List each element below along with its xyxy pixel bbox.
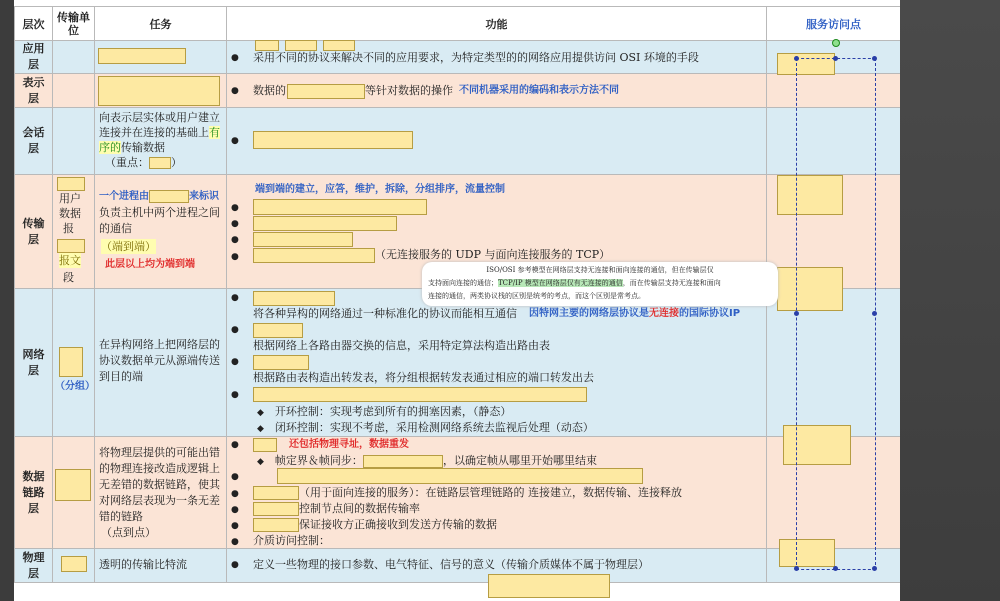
pres-function-a: 数据的: [253, 84, 286, 97]
app-function: 采用不同的协议来解决不同的应用要求，为特定类型的的网络应用提供访问 OSI 环境的手段: [253, 51, 699, 64]
rotate-handle[interactable]: [832, 39, 840, 47]
blank-box[interactable]: [253, 502, 299, 516]
blank-box[interactable]: [323, 40, 355, 51]
session-task-highlight2: 序的: [99, 141, 121, 154]
resize-handle[interactable]: [794, 566, 799, 571]
blank-box[interactable]: [253, 438, 277, 452]
net-unit: （分组）: [55, 381, 95, 392]
blank-box[interactable]: [253, 232, 353, 247]
col-header-function: 功能: [227, 7, 767, 41]
resize-handle[interactable]: [794, 56, 799, 61]
layer-transport: 传输层: [15, 175, 53, 289]
session-task-highlight: 有: [209, 126, 220, 139]
layer-physical: 物理层: [15, 549, 53, 583]
layer-session: 会话层: [15, 108, 53, 175]
layer-network: 网络层: [15, 289, 53, 437]
blank-box[interactable]: [253, 199, 427, 215]
resize-handle[interactable]: [872, 311, 877, 316]
blank-box[interactable]: [253, 486, 299, 500]
osi-table: 层次 传输单位 任务 功能 服务访问点 应用层 ● 采用不同的协议来解决不同的应用要求，为特定类型的的网络应用提供访问 OSI 环境的手段 表示层 ● 数据的 等针对数据的操作 不同机器采用的编码和表示方法不同 会话层 向表示层实体或用户建立 连接并在连接的基础上有 序的传输数据 （重点： ） ● 传输层 用户 数据 报 报文 段 一个进程由 来标识 负责主机中两个进程之间 的通信 （端到端） 此层以上均为端到端 端到端的建立，应答，维护，拆除，分组排序，流量控制 ● ● ● ● （无连接服务的 UDP 与面向连接服务的 TCP） 网络层 （分组） 在异构网络上把网络层的 协议数据单元从源端传送 到目的端 ● 将各种异构的网络通过一种标准化的协议而能相互通信 因特网主要的网络层协议是无连接的国际协议IP ● 根据网络上各路由器交换的信息，采用特定算法构造出路由表 ● 根据路由表构造出转发表，将分组根据转发表通过相应的端口转发出去 ● ◆ 开环控制：实现考虑到所有的拥塞因素，（静态） ◆ 闭环控制：实现不考虑，采用检测网络系统去监视后处理（动态） 数据链路层 将物理层提供的可能出错 的物理连接改造成逻辑上 无差错的数据链路，使其 对网络层表现为一条无差 错的链路 （点到点） ● 还包括物理寻址，数据重发 ◆ 帧定界＆帧同步： ，以确定帧从哪里开始哪里结束 ● ● （用于面向连接的服务）：在链路层管理链路的 连接建立，数据传输、连接释放 ● 控制节点间的数据传输率 ● 保证接收方正确接收到发送方传输的数据 ● 介质访问控制： 物理层 透明的传输比特流 ● 定义一些物理的接口参数、电气特征、信号的意义（传输介质媒体不属于物理层）: [14, 6, 900, 583]
phy-task: 透明的传输比特流: [99, 558, 187, 571]
blank-box[interactable]: [57, 177, 85, 191]
selection-frame[interactable]: [796, 58, 876, 570]
phy-function: 定义一些物理的接口参数、电气特征、信号的意义（传输介质媒体不属于物理层）: [253, 558, 649, 571]
blank-box[interactable]: [55, 469, 91, 501]
session-task-line3: 传输数据: [121, 141, 165, 154]
window-frame-left: [0, 0, 14, 601]
session-task-line2: 连接并在连接的基础上: [99, 126, 209, 139]
blank-box[interactable]: [253, 355, 309, 370]
layer-datalink: 数据链路层: [15, 437, 53, 549]
blank-box[interactable]: [98, 76, 220, 106]
resize-handle[interactable]: [872, 56, 877, 61]
blank-box[interactable]: [277, 468, 643, 484]
blank-box[interactable]: [253, 518, 299, 532]
session-task-key: （重点：: [105, 156, 149, 169]
blank-box[interactable]: [253, 291, 335, 306]
layer-presentation: 表示层: [15, 74, 53, 108]
col-header-task: 任务: [95, 7, 227, 41]
pres-note: 不同机器采用的编码和表示方法不同: [459, 85, 619, 96]
blank-box[interactable]: [363, 455, 443, 468]
window-frame-right: [900, 0, 1000, 601]
blank-box[interactable]: [255, 40, 279, 51]
col-header-unit: 传输单位: [53, 7, 95, 41]
blank-box[interactable]: [285, 40, 317, 51]
exam-note-bubble: ISO/OSI 参考模型在网络层支持无连接和面向连接的通信，但在传输层仅 支持面向连接的通信；TCP/IP 模型在网络层仅有无连接的通信，而在传输层支持无连接和面向 连接的通信，两类协议栈的区别是统考的考点，而这个区别是常考点。: [422, 262, 778, 306]
trans-func-note: （无连接服务的 UDP 与面向连接服务的 TCP）: [375, 248, 611, 261]
blank-box[interactable]: [253, 323, 303, 338]
document-page: [14, 0, 900, 601]
blank-box[interactable]: [488, 574, 610, 598]
resize-handle[interactable]: [833, 56, 838, 61]
pres-function-b: 等针对数据的操作: [365, 84, 453, 97]
blank-box[interactable]: [287, 84, 365, 99]
col-header-layer: 层次: [15, 7, 53, 41]
blank-box[interactable]: [98, 48, 186, 64]
resize-handle[interactable]: [872, 566, 877, 571]
session-task-line1: 向表示层实体或用户建立: [99, 111, 220, 124]
blank-box[interactable]: [57, 239, 85, 253]
col-header-sap: 服务访问点: [767, 7, 901, 41]
blank-box[interactable]: [253, 387, 587, 402]
blank-box[interactable]: [253, 248, 375, 263]
blank-box[interactable]: [59, 347, 83, 377]
blank-box[interactable]: [253, 216, 397, 231]
layer-application: 应用层: [15, 41, 53, 74]
blank-box[interactable]: [61, 556, 87, 572]
trans-func-head: 端到端的建立，应答，维护，拆除，分组排序，流量控制: [255, 184, 505, 195]
resize-handle[interactable]: [833, 566, 838, 571]
blank-box[interactable]: [253, 131, 413, 149]
resize-handle[interactable]: [794, 311, 799, 316]
